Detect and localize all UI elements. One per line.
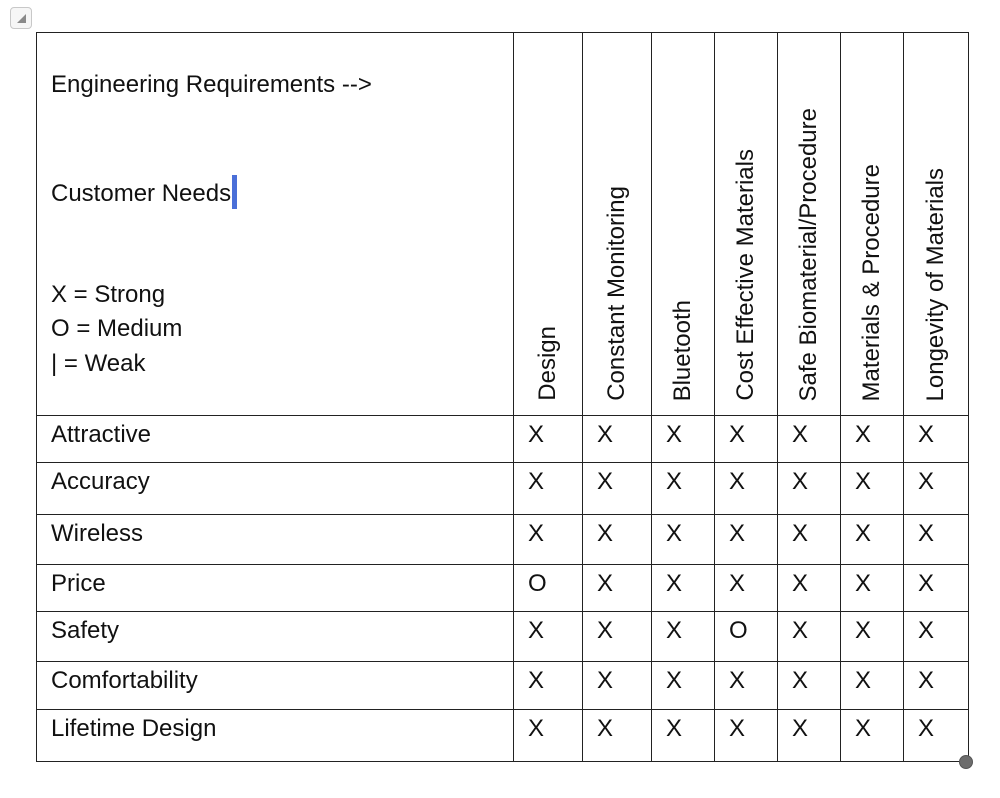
need-cell[interactable]: Attractive [37, 416, 514, 463]
table-select-handle[interactable] [10, 7, 32, 29]
requirements-matrix-table [36, 32, 969, 762]
mark-cell[interactable]: X [652, 416, 715, 463]
mark-cell[interactable]: O [715, 612, 778, 662]
mark-cell[interactable]: X [715, 416, 778, 463]
mark-cell[interactable]: X [652, 463, 715, 515]
mark-cell[interactable]: X [583, 565, 652, 612]
mark-cell[interactable]: X [841, 710, 904, 762]
mark-cell[interactable]: X [904, 662, 969, 710]
mark-cell[interactable]: X [583, 662, 652, 710]
mark-cell[interactable]: X [778, 662, 841, 710]
column-label: Design [534, 326, 561, 401]
legend-cell[interactable] [37, 33, 514, 416]
mark-cell[interactable]: X [583, 710, 652, 762]
mark-cell[interactable]: X [904, 710, 969, 762]
mark-cell[interactable]: X [841, 612, 904, 662]
table-row [37, 710, 969, 762]
legend-strong: X = Strong [51, 281, 166, 308]
column-label: Materials & Procedure [858, 163, 885, 401]
need-cell[interactable]: Comfortability [37, 662, 514, 710]
table-row [37, 416, 969, 463]
column-header-longevity-materials[interactable] [904, 33, 969, 416]
mark-cell[interactable]: X [514, 612, 583, 662]
table-row [37, 463, 969, 515]
column-label: Longevity of Materials [922, 167, 949, 401]
mark-cell[interactable]: X [778, 416, 841, 463]
mark-cell[interactable]: X [652, 565, 715, 612]
mark-cell[interactable]: X [904, 565, 969, 612]
mark-cell[interactable]: X [778, 463, 841, 515]
mark-cell[interactable]: X [652, 662, 715, 710]
mark-cell[interactable]: X [583, 416, 652, 463]
customer-needs-label: Customer Needs [51, 180, 232, 207]
table-row [37, 612, 969, 662]
mark-cell[interactable]: X [583, 515, 652, 565]
mark-cell[interactable]: X [778, 515, 841, 565]
engineering-requirements-label: Engineering Requirements --> [51, 71, 372, 98]
mark-cell[interactable]: X [904, 416, 969, 463]
mark-cell[interactable]: X [652, 612, 715, 662]
table-row [37, 662, 969, 710]
column-header-cost-effective-materials[interactable] [715, 33, 778, 416]
need-cell[interactable]: Wireless [37, 515, 514, 565]
need-cell[interactable]: Safety [37, 612, 514, 662]
table-row [37, 565, 969, 612]
column-label: Safe Biomaterial/Procedure [795, 107, 822, 401]
need-cell[interactable]: Accuracy [37, 463, 514, 515]
column-header-materials-procedure[interactable] [841, 33, 904, 416]
mark-cell[interactable]: X [841, 662, 904, 710]
mark-cell[interactable]: X [904, 463, 969, 515]
column-header-bluetooth[interactable] [652, 33, 715, 416]
mark-cell[interactable]: X [841, 515, 904, 565]
mark-cell[interactable]: X [652, 515, 715, 565]
mark-cell[interactable]: X [715, 710, 778, 762]
mark-cell[interactable]: X [715, 662, 778, 710]
mark-cell[interactable]: X [715, 463, 778, 515]
table-resize-handle[interactable] [959, 755, 973, 769]
mark-cell[interactable]: X [841, 416, 904, 463]
legend-weak: | = Weak [51, 350, 146, 377]
mark-cell[interactable]: X [715, 515, 778, 565]
column-header-constant-monitoring[interactable] [583, 33, 652, 416]
mark-cell[interactable]: X [904, 515, 969, 565]
column-header-safe-biomaterial[interactable] [778, 33, 841, 416]
customer-needs-line [51, 175, 237, 209]
mark-cell[interactable]: X [583, 612, 652, 662]
need-cell[interactable]: Lifetime Design [37, 710, 514, 762]
column-header-design[interactable] [514, 33, 583, 416]
mark-cell[interactable]: X [514, 662, 583, 710]
mark-cell[interactable]: X [514, 416, 583, 463]
mark-cell[interactable]: X [841, 463, 904, 515]
column-label: Cost Effective Materials [732, 149, 759, 401]
column-label: Bluetooth [669, 299, 696, 401]
table-row [37, 515, 969, 565]
mark-cell[interactable]: X [514, 710, 583, 762]
mark-cell[interactable]: X [778, 612, 841, 662]
mark-cell[interactable]: X [514, 463, 583, 515]
mark-cell[interactable]: X [778, 710, 841, 762]
legend-medium: O = Medium [51, 315, 183, 342]
mark-cell[interactable]: X [715, 565, 778, 612]
mark-cell[interactable]: X [652, 710, 715, 762]
mark-cell[interactable]: X [841, 565, 904, 612]
need-cell[interactable]: Price [37, 565, 514, 612]
mark-cell[interactable]: X [583, 463, 652, 515]
text-cursor [232, 175, 237, 209]
mark-cell[interactable]: X [778, 565, 841, 612]
mark-cell[interactable]: X [514, 515, 583, 565]
column-label: Constant Monitoring [603, 186, 630, 401]
mark-cell[interactable]: X [904, 612, 969, 662]
header-row [37, 33, 969, 416]
mark-cell[interactable]: O [514, 565, 583, 612]
